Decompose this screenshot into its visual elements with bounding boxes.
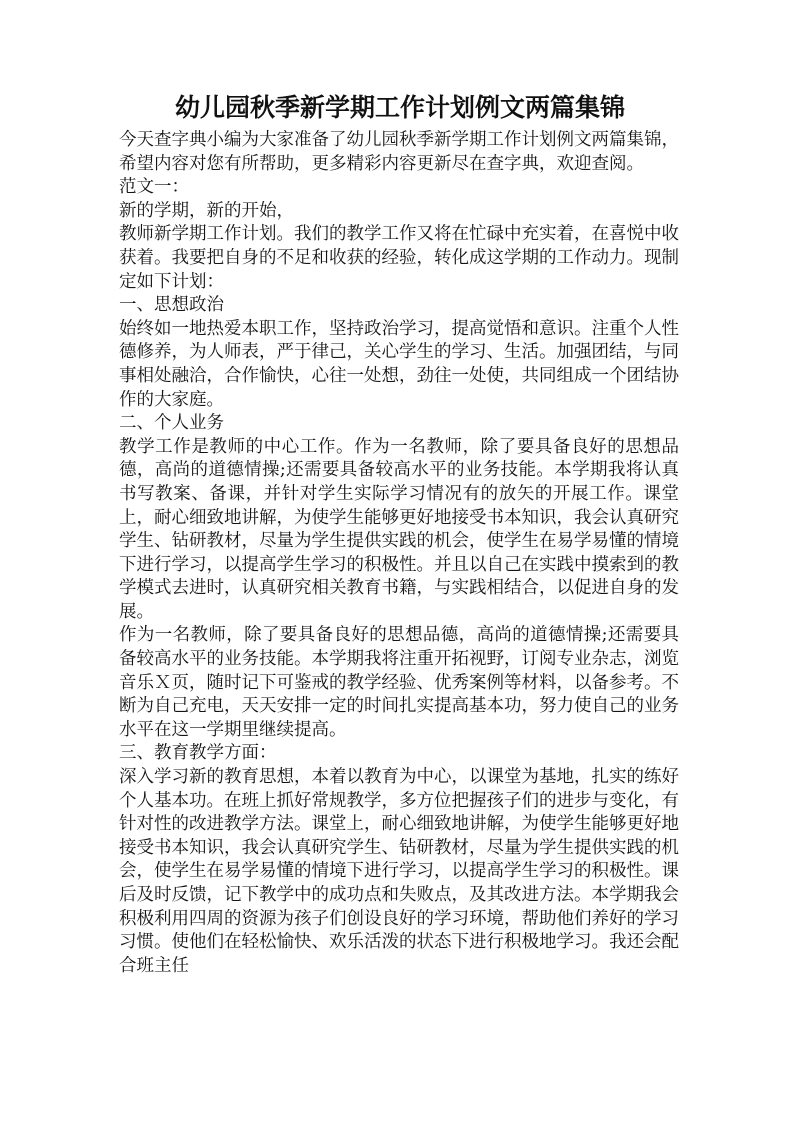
opening-line: 新的学期，新的开始， bbox=[119, 200, 294, 221]
section-heading-teaching: 三、教育教学方面： bbox=[119, 743, 277, 764]
personal-work-paragraph: 教学工作是教师的中心工作。作为一名教师，除了要具备良好的思想品德，高尚的道德情操;还需要具备较高水平的业务技能。本学期我将认真书写教案、备课，并针对学生实际学习情况有的放矢的开展工作。课堂上，耐心细致地讲解，为使学生能够更好地接受书本知识，我会认真研究学生、钻研教材，尽量为学生提供实践的机会，使学生在易学易懂的情境下进行学习，以提高学生学习的积极性。并且以自己在实践中摸索到的教学模式去进时，认真研究相关教育书籍，与实践相结合，以促进自身的发展。 bbox=[119, 436, 679, 622]
section-heading-personal-work: 二、个人业务 bbox=[119, 413, 224, 434]
plan-intro-paragraph: 教师新学期工作计划。我们的教学工作又将在忙碌中充实着，在喜悦中收获着。我要把自身的不足和收获的经验，转化成这学期的工作动力。现制定如下计划： bbox=[119, 224, 679, 292]
document-title: 幼儿园秋季新学期工作计划例文两篇集锦 bbox=[174, 93, 625, 122]
politics-paragraph: 始终如一地热爱本职工作，坚持政治学习，提高觉悟和意识。注重个人性德修养，为人师表，严于律己，关心学生的学习、生活。加强团结，与同事相处融洽，合作愉快，心往一处想，劲往一处使，共同组成一个团结协作的大家庭。 bbox=[119, 318, 679, 410]
professional-growth-paragraph: 作为一名教师，除了要具备良好的思想品德，高尚的道德情操;还需要具备较高水平的业务技能。本学期我将注重开拓视野，订阅专业杂志，浏览音乐Ｘ页，随时记下可鉴戒的教学经验、优秀案例等材料，以备参考。不断为自己充电，天天安排一定的时间扎实提高基本功，努力使自己的业务水平在这一学期里继续提高。 bbox=[119, 625, 679, 740]
section-heading-politics: 一、思想政治 bbox=[119, 295, 224, 316]
teaching-paragraph: 深入学习新的教育思想，本着以教育为中心，以课堂为基地，扎实的练好个人基本功。在班上抓好常规教学，多方位把握孩子们的进步与变化，有针对性的改进教学方法。课堂上，耐心细致地讲解，为使学生能够更好地接受书本知识，我会认真研究学生、钻研教材，尽量为学生提供实践的机会，使学生在易学易懂的情境下进行学习，以提高学生学习的积极性。课后及时反馈，记下教学中的成功点和失败点，及其改进方法。本学期我会积极利用四周的资源为孩子们创设良好的学习环境，帮助他们养好的学习习惯。使他们在轻松愉快、欢乐活泼的状态下进行积极地学习。我还会配合班主任 bbox=[119, 767, 679, 976]
sample-one-heading: 范文一： bbox=[119, 177, 189, 198]
intro-paragraph: 今天查字典小编为大家准备了幼儿园秋季新学期工作计划例文两篇集锦，希望内容对您有所帮助，更多精彩内容更新尽在查字典，欢迎查阅。 bbox=[119, 130, 679, 174]
document-body bbox=[119, 129, 679, 978]
